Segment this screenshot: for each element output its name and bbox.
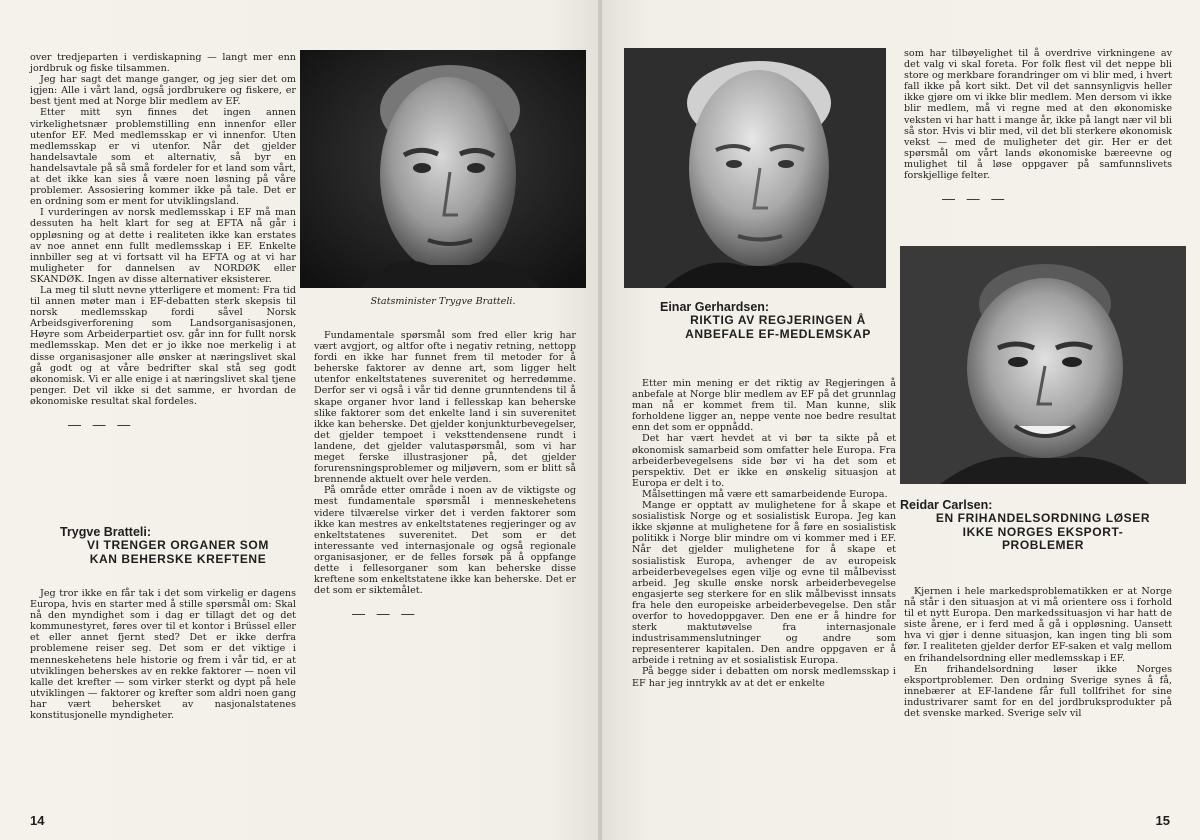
paragraph: som har tilbøyelighet til å overdrive virkningene av det valg vi skal foreta. For folk flest vil det neppe bli store og merkbare forandringer om vi blir med, i hvert fall ikke på kort sikt. Det vil det sannsynligvis heller ikke gjøre om vi ikke blir medlem. Men dersom vi ikke blir medlem, må vi regne med at den økonomiske veksten vi har hatt i mange år, ikke på langt nær vil bli så stor. Hvis vi blir med, vil det bli sterkere økonomisk vekst — med de muligheter det gir. Her er det spørsmål om vårt lands økonomiske bæreevne og mulighet til å løse oppgaver på samfunnslivets forskjellige felter. [904, 48, 1172, 182]
heading-title-line: VI TRENGER ORGANER SOM [87, 538, 269, 552]
carlsen-portrait-photo [900, 246, 1186, 484]
right-page [602, 0, 1200, 840]
heading-title-line: RIKTIG AV REGJERINGEN Å [690, 313, 866, 327]
heading-name: Trygve Bratteli: [60, 525, 152, 539]
paragraph: Etter mitt syn finnes det ingen annen virkelighetsnær problemstilling enn innenfor eller utenfor EF. Med medlemsskap er vi innenfor. Uten medlemsskap er vi utenfor. Når det gjelder handelsavtale som et alternativ, så byr en handelsavtale på så små fordeler for et land som vårt, at det ikke kan sies å være noen løsning på våre problemer. Assosiering kommer ikke på tale. Det er en ordning som er ment for utviklingsland. [30, 107, 296, 208]
left-column-1 [30, 52, 296, 430]
section-divider: — — — [68, 417, 135, 432]
bratteli-portrait-photo [300, 50, 586, 288]
right-column-2-top [904, 48, 1172, 207]
gerhardsen-heading [660, 300, 896, 341]
paragraph: En frihandelsordning løser ikke Norges eksportproblemer. Den ordning Sverige synes å få, innebærer at EF-landene får full tollfrihet for sine industrivarer samt for en del jordbruksprodukter på det svenske marked. Sverige selv vil [904, 663, 1172, 720]
paragraph: Mange er opptatt av mulighetene for å skape et sosialistisk Norge og et sosialistisk Europa. Jeg kan ikke skjønne at mulighetene for å føre en sosialistisk politikk i Norge blir mindre om vi kommer med i EF. Når det gjelder mulighetene for å skape et sosialistisk Europa, avhenger de av europeisk arbeiderbevegelses egen vilje og evne til målbevisst arbeid. Jeg skulle ønske norsk arbeiderbevegelse engasjerte seg sterkere for en slik målbevisst innsats fra hele den europeiske arbeiderbevegelse. Den står overfor to hovedoppgaver. Den ene er å hindre for sterk maktutøvelse fra internasjonale industrisammenslutninger og andre som representerer kapitalen. Den andre oppgaven er å arbeide i retning av et sosialistisk Europa. [632, 500, 896, 667]
paragraph: Jeg har sagt det mange ganger, og jeg sier det om igjen: Alle i vårt land, også jordbrukere og fiskere, er best tjent med at Norge blir medlem av EF. [30, 74, 296, 108]
page-number: 15 [1155, 813, 1170, 828]
heading-title-line: EN FRIHANDELSORDNING LØSER [935, 511, 1151, 525]
heading-title-line: PROBLEMER [1001, 538, 1085, 552]
heading-name: Einar Gerhardsen: [660, 300, 770, 314]
paragraph: I vurderingen av norsk medlemsskap i EF må man dessuten ha helt klart for seg at EFTA nå går i oppløsning og at dette i realiteten ikke kan erstates av noe annet enn fullt medlemsskap i EF. Enkelte innbiller seg at vi fortsatt vil ha EFTA og at vi har muligheter for dannelsen av NORDØK eller SKANDØK. Ingen av disse alternativer eksisterer. [30, 207, 296, 285]
heading-name: Reidar Carlsen: [900, 498, 993, 512]
bratteli-heading [60, 525, 296, 566]
paragraph: På område etter område i noen av de viktigste og mest fundamentale spørsmål i menneskehetens videre tilværelse virker det i verden faktorer som ikke kan mestres av enkeltstatenes regjeringer og av enkeltstatenes suverenitet. Det som er det interessante ved internasjonale og også regionale organisasjoner, er de felles forsøk på å oppfange dette i fellesorganer som kan beherske disse kreftene som enkeltstatene ikke kan beherske. Det er det som er siktemålet. [314, 485, 576, 597]
page-number: 14 [30, 813, 45, 828]
gerhardsen-portrait-photo [624, 48, 886, 288]
section-divider: — — — [942, 191, 1009, 207]
heading-title-line: KAN BEHERSKE KREFTENE [89, 551, 267, 566]
paragraph: over tredjeparten i verdiskapning — langt mer enn jordbruk og fiske tilsammen. [30, 52, 296, 75]
paragraph: Jeg tror ikke en får tak i det som virkelig er dagens Europa, hvis en starter med å stille spørsmål om: Skal nå den myndighet som i dag er tillagt det og det kommunestyret, føres over til et kontor i Brüssel eller et eller annet fjernt sted? Det er ikke derfra problemene reiser seg. Det som er det viktige i menneskehetens hele historie og frem i vår tid, er at utviklingen beherskes av en rekke faktorer — noen vil kalle det krefter — som virker sterkt og dypt på hele utviklingen — faktorer og krefter som aldri noen gang har vært behersket av nasjonalstatenes konstitusjonelle myndigheter. [30, 588, 296, 722]
portrait-image [900, 246, 1186, 484]
heading-title-line: ANBEFALE EF-MEDLEMSKAP [685, 326, 871, 341]
left-column-2 [314, 330, 576, 622]
carlsen-heading [900, 498, 1186, 553]
left-page [0, 0, 598, 840]
right-column-2-bottom [904, 586, 1172, 719]
paragraph: Det har vært hevdet at vi bør ta sikte på et økonomisk samarbeid som omfatter hele Europa. Fra arbeiderbevegelsens side bør vi ha det som et perspektiv. Det er ikke en ønskelig situasjon at Europa er delt i to. [632, 433, 896, 489]
section-divider: — — — [352, 606, 419, 622]
portrait-image [624, 48, 886, 288]
photo-caption: Statsminister Trygve Bratteli. [370, 296, 516, 307]
heading-title-line: IKKE NORGES EKSPORT- [962, 524, 1124, 539]
paragraph: Målsettingen må være ett samarbeidende Europa. [642, 488, 888, 500]
right-column-1 [632, 378, 896, 689]
paragraph: Fundamentale spørsmål som fred eller krig har vært avgjort, og altfor ofte i negativ retning, nettopp fordi en ikke har funnet frem til metoder for å beherske faktorer av denne art, som ligger helt utenfor enkeltstatenes suverenitet og herredømme. Derfor ser vi også i vår tid denne grunntendens til å skape organer hvor land i fellesskap kan beherske slike faktorer som det enkelte land i sin suverenitet ikke kan beherske. Det gjelder konjunkturbevegelser, det gjelder tempoet i veksttendensene rundt i landene, det gjelder valutaspørsmål, som vi har meget ferske illustrasjoner på, det gjelder forurensningsproblemer og miljøvern, som er blitt så brennende aktuelt over hele verden. [314, 330, 576, 486]
paragraph: Etter min mening er det riktig av Regjeringen å anbefale at Norge blir medlem av EF på det grunnlag man nå er kommet frem til. Man kunne, slik forholdene ligger an, neppe vente noe bedre resultat enn det som er oppnådd. [632, 378, 896, 434]
portrait-image [300, 50, 586, 288]
paragraph: Kjernen i hele markedsproblematikken er at Norge nå står i den situasjon at vi må orientere oss i forhold til et nytt Europa. Den markedssituasjon vi har hatt de siste årene, er i ferd med å gå i oppløsning. Uansett hva vi gjør i denne situasjon, kan ingen ting bli som før. I realiteten gjelder derfor EF-saken et valg mellom en frihandelsordning eller medlemsskap i EF. [904, 586, 1172, 664]
left-col1-text-top [30, 52, 296, 407]
paragraph: La meg til slutt nevne ytterligere et moment: Fra tid til annen møter man i EF-debatten sterk skepsis til norsk medlemsskap fordi såvel Norsk Arbeidsgiverforening som Landsorganisasjonen, Høyre som Arbeiderpartiet osv. går inn for fullt norsk medlemsskap. Men det er jo ikke noe merkelig i at disse organisasjoner alle ønsker at næringslivet skal gå godt og at våre bedrifter skal stå seg godt økonomisk. Vi er alle enige i at næringslivet skal tjene penger. Det vil ikke si det samme, er hvordan de økonomiske resultat skal fordeles. [30, 284, 296, 407]
left-column-1-bottom [30, 588, 296, 721]
paragraph: På begge sider i debatten om norsk medlemsskap i EF har jeg inntrykk av at det er enkelte [632, 666, 896, 689]
